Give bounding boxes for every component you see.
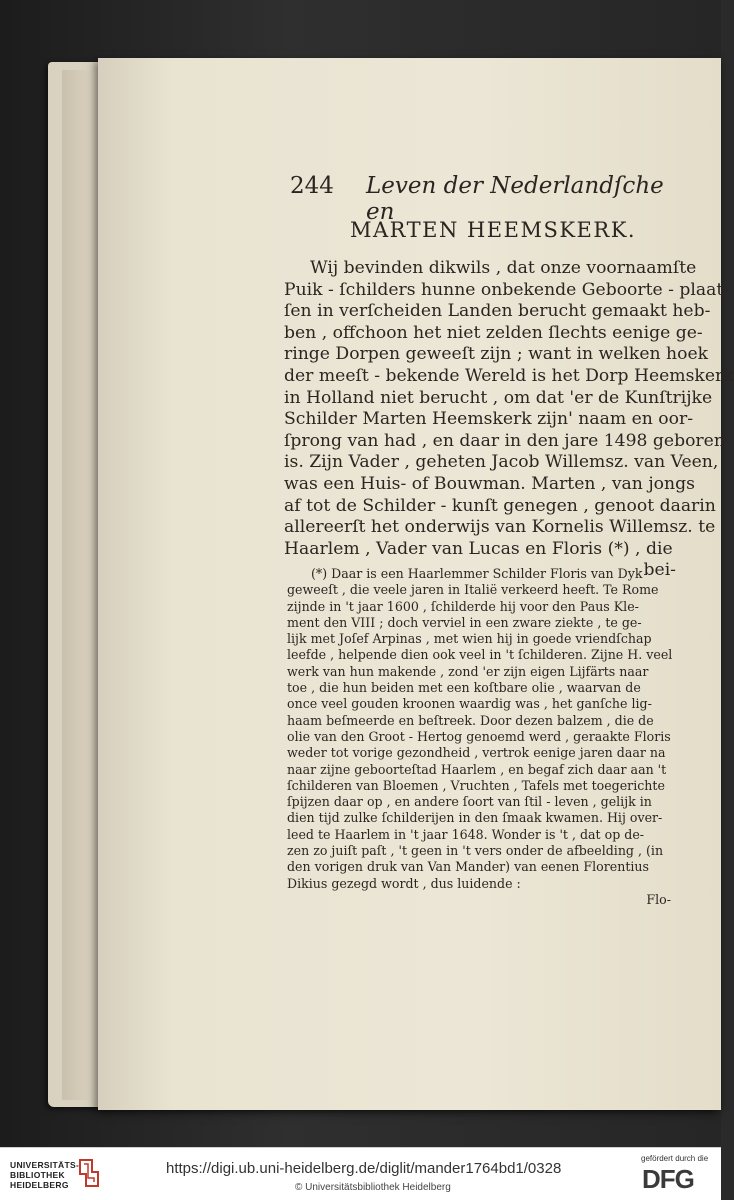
body-line: was een Huis- of Bouwman. Marten , van jongs xyxy=(284,473,695,494)
page-number: 244 xyxy=(290,173,334,199)
footnote-line: naar zijne geboorteſtad Haarlem , en begaf zich daar aan 't xyxy=(287,761,667,777)
running-title: Leven der Nederlandſche en xyxy=(366,173,664,225)
logo-line: BIBLIOTHEK xyxy=(10,1170,65,1180)
funder-label: gefördert durch die xyxy=(641,1154,709,1163)
chapter-title: MARTEN HEEMSKERK. xyxy=(350,218,637,242)
body-line: ſprong van had , en daar in den jare 1498 geboren xyxy=(284,430,725,451)
footnote-line: geweeſt , die veele jaren in Italië verkeerd heeft. Te Rome xyxy=(287,582,659,598)
footnote-line: toe , die hun beiden met een koſtbare olie , waarvan de xyxy=(287,680,641,696)
footnote-line: lijk met Joſef Arpinas , met wien hij in goede vriendſchap xyxy=(287,631,652,647)
body-line: Haarlem , Vader van Lucas en Floris (*) , die xyxy=(284,538,673,559)
footnote-line: leefde , helpende dien ook veel in 't ſchilderen. Zijne H. veel xyxy=(287,647,673,663)
running-head xyxy=(282,173,672,225)
footnote-line: dien tijd zulke ſchilderijen in den ſmaak kwamen. Hij over- xyxy=(287,810,663,826)
copyright-notice: © Universitätsbibliothek Heidelberg xyxy=(295,1182,451,1193)
footnote-line: zen zo juiſt paſt , 't geen in 't vers onder de afbeelding , (in xyxy=(287,843,664,859)
footnote-line: ſchilderen van Bloemen , Vruchten , Tafels met toegerichte xyxy=(287,777,665,793)
library-logo-text[interactable] xyxy=(10,1160,79,1190)
footnote-line: leed te Haarlem in 't jaar 1648. Wonder is 't , dat op de- xyxy=(287,826,645,842)
footnote xyxy=(287,566,677,908)
body-line: in Holland niet berucht , om dat 'er de Kunſtrijke xyxy=(284,387,713,408)
footnote-line: once veel gouden kroonen waardig was , het ganſche lig- xyxy=(287,696,652,712)
footnote-line: werk van hun makende , zond 'er zijn eigen Lijfärts naar xyxy=(287,663,649,679)
footnote-line: ment den VIII ; doch verviel in een zware ziekte , te ge- xyxy=(287,614,642,630)
body-line: ben , offchoon het niet zelden ſlechts eenige ge- xyxy=(284,322,703,343)
footnote-line: Dikius gezegd wordt , dus luidende : xyxy=(287,875,521,891)
body-line: ringe Dorpen geweeſt zijn ; want in welken hoek xyxy=(284,344,709,365)
page-edges xyxy=(62,70,98,1100)
footnote-line: ſpijzen daar op , en andere ſoort van ſtil - leven , gelijk in xyxy=(287,794,652,810)
library-logo-icon xyxy=(78,1156,100,1190)
footnote-line: zijnde in 't jaar 1600 , ſchilderde hij voor den Paus Kle- xyxy=(287,598,639,614)
body-line: is. Zijn Vader , geheten Jacob Willemsz. van Veen, xyxy=(284,452,719,473)
footnote-line: weder tot vorige gezondheid , vertrok eenige jaren daar na xyxy=(287,745,666,761)
footnote-line: den vorigen druk van Van Mander) van eenen Florentius xyxy=(287,859,650,875)
catchword: bei- xyxy=(643,560,676,581)
footnote-line: olie van den Groot - Hertog genoemd werd , geraakte Floris xyxy=(287,728,671,744)
dfg-logo[interactable]: DFG xyxy=(642,1164,694,1194)
body-line: Puik - ſchilders hunne onbekende Geboorte - plaat- xyxy=(284,279,730,300)
body-line: ſen in verſcheiden Landen berucht gemaakt heb- xyxy=(284,301,711,322)
footnote-catchword: Flo- xyxy=(646,891,671,907)
viewer-footer xyxy=(0,1147,721,1200)
logo-line: HEIDELBERG xyxy=(10,1180,69,1190)
permalink-url[interactable]: https://digi.ub.uni-heidelberg.de/diglit/mander1764bd1/0328 xyxy=(166,1160,562,1177)
body-text xyxy=(284,258,734,582)
body-line: Wij bevinden dikwils , dat onze voornaamſte xyxy=(310,258,697,278)
body-line: af tot de Schilder - kunſt genegen , genoot daarin xyxy=(284,495,716,516)
body-line: der meeſt - bekende Wereld is het Dorp Heemskerk xyxy=(284,365,734,386)
footnote-line: (*) Daar is een Haarlemmer Schilder Floris van Dyk xyxy=(311,566,643,581)
body-line: allereerſt het onderwijs van Kornelis Willemsz. te xyxy=(284,517,716,538)
logo-line: UNIVERSITÄTS- xyxy=(10,1160,80,1170)
footnote-line: haam beſmeerde en beſtreek. Door dezen balzem , die de xyxy=(287,712,654,728)
body-line: Schilder Marten Heemskerk zijn' naam en oor- xyxy=(284,409,694,430)
